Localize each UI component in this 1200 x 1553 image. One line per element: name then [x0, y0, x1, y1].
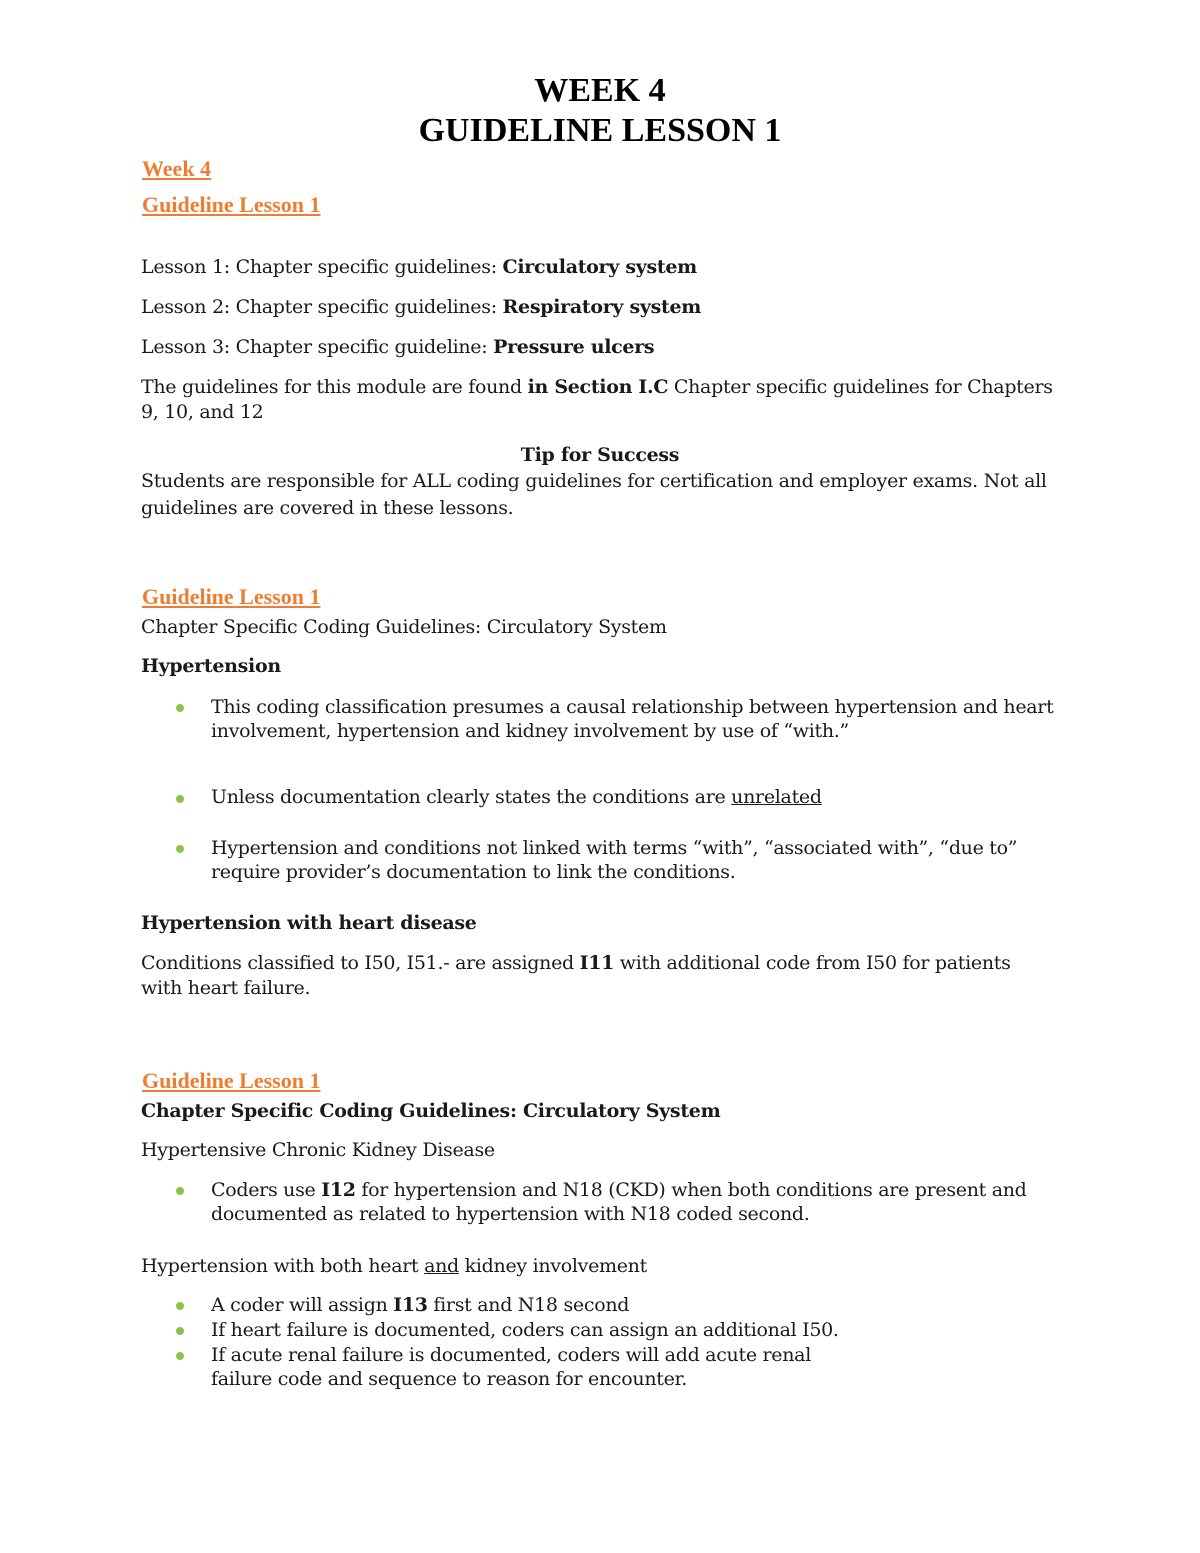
lesson-3-prefix: Lesson 3: Chapter specific guideline: — [141, 336, 494, 358]
both-bullet-2: If heart failure is documented, coders can assign an additional I50. — [211, 1319, 839, 1341]
lesson-2-prefix: Lesson 2: Chapter specific guidelines: — [141, 296, 503, 318]
heart-code: I11 — [579, 952, 615, 974]
ckd-code: I12 — [321, 1179, 356, 1201]
guideline-lesson-heading: Guideline Lesson 1 — [142, 192, 321, 217]
bullet-2-line — [211, 786, 822, 808]
heart-disease-line-1 — [141, 952, 1011, 974]
ckd-bullet-line-1 — [211, 1179, 1027, 1201]
bullet-1-line-1: This coding classification presumes a causal relationship between hypertension and heart — [211, 696, 1054, 718]
ckd-bullet-line-2: documented as related to hypertension with N18 coded second. — [211, 1203, 810, 1225]
bullet-icon — [176, 1302, 184, 1310]
lesson-1-prefix: Lesson 1: Chapter specific guidelines: — [141, 256, 503, 278]
bullet-icon — [176, 1352, 184, 1360]
page-title-lesson: GUIDELINE LESSON 1 — [418, 112, 782, 149]
both-bullet-1-text-a: A coder will assign — [211, 1294, 394, 1316]
bullet-icon — [176, 795, 184, 803]
lesson-3-line — [141, 336, 654, 358]
guidelines-section-ref: in Section I.C — [527, 376, 669, 398]
lesson-3-topic: Pressure ulcers — [493, 336, 655, 358]
bullet-2-text: Unless documentation clearly states the conditions are — [211, 786, 732, 808]
guidelines-text-c: Chapter specific guidelines for Chapters — [668, 376, 1053, 398]
both-bullet-3-line-2: failure code and sequence to reason for encounter. — [211, 1368, 687, 1390]
guidelines-text-a: The guidelines for this module are found — [141, 376, 528, 398]
ckd-text-a: Coders use — [211, 1179, 322, 1201]
week-heading: Week 4 — [142, 156, 212, 181]
section-2-heading: Guideline Lesson 1 — [142, 1068, 321, 1093]
bullet-1-line-2: involvement, hypertension and kidney involvement by use of “with.” — [211, 720, 849, 742]
heart-kidney-text-a: Hypertension with both heart — [141, 1255, 425, 1277]
heart-disease-heading: Hypertension with heart disease — [141, 912, 477, 934]
lesson-2-line — [141, 296, 701, 318]
section-2-subtitle: Chapter Specific Coding Guidelines: Circulatory System — [141, 1100, 721, 1122]
both-bullet-3-line-1: If acute renal failure is documented, coders will add acute renal — [211, 1344, 811, 1366]
heart-text-c: with additional code from I50 for patients — [614, 952, 1011, 974]
section-1-heading: Guideline Lesson 1 — [142, 584, 321, 609]
heart-disease-line-2: with heart failure. — [141, 977, 311, 999]
ckd-heading: Hypertensive Chronic Kidney Disease — [141, 1139, 495, 1161]
tip-heading: Tip for Success — [520, 444, 680, 466]
both-bullet-1-text-c: first and N18 second — [427, 1294, 630, 1316]
tip-text-line-2: guidelines are covered in these lessons. — [141, 497, 514, 519]
both-bullet-1 — [211, 1294, 629, 1316]
tip-text-line-1: Students are responsible for ALL coding guidelines for certification and employer exams. Not all — [141, 470, 1047, 492]
bullet-3-line-2: require provider’s documentation to link the conditions. — [211, 861, 736, 883]
both-bullet-1-code: I13 — [393, 1294, 428, 1316]
bullet-3-line-1: Hypertension and conditions not linked with terms “with”, “associated with”, “due to” — [211, 837, 1018, 859]
bullet-icon — [176, 1327, 184, 1335]
heart-text-a: Conditions classified to I50, I51.- are assigned — [141, 952, 580, 974]
lesson-1-topic: Circulatory system — [502, 256, 697, 278]
ckd-text-c: for hypertension and N18 (CKD) when both conditions are present and — [355, 1179, 1027, 1201]
lesson-2-topic: Respiratory system — [502, 296, 702, 318]
page-title-week: WEEK 4 — [534, 72, 666, 109]
section-1-subtitle: Chapter Specific Coding Guidelines: Circulatory System — [141, 616, 667, 638]
heart-kidney-text-c: kidney involvement — [458, 1255, 647, 1277]
lesson-1-line — [141, 256, 697, 278]
bullet-icon — [176, 1187, 184, 1195]
bullet-icon — [176, 704, 184, 712]
guidelines-location-line-2: 9, 10, and 12 — [141, 401, 264, 423]
heart-kidney-heading — [141, 1255, 647, 1277]
guidelines-location-line-1 — [141, 376, 1053, 398]
heart-kidney-and: and — [424, 1255, 459, 1277]
bullet-icon — [176, 845, 184, 853]
hypertension-heading: Hypertension — [141, 655, 281, 677]
bullet-2-underlined: unrelated — [731, 786, 822, 808]
